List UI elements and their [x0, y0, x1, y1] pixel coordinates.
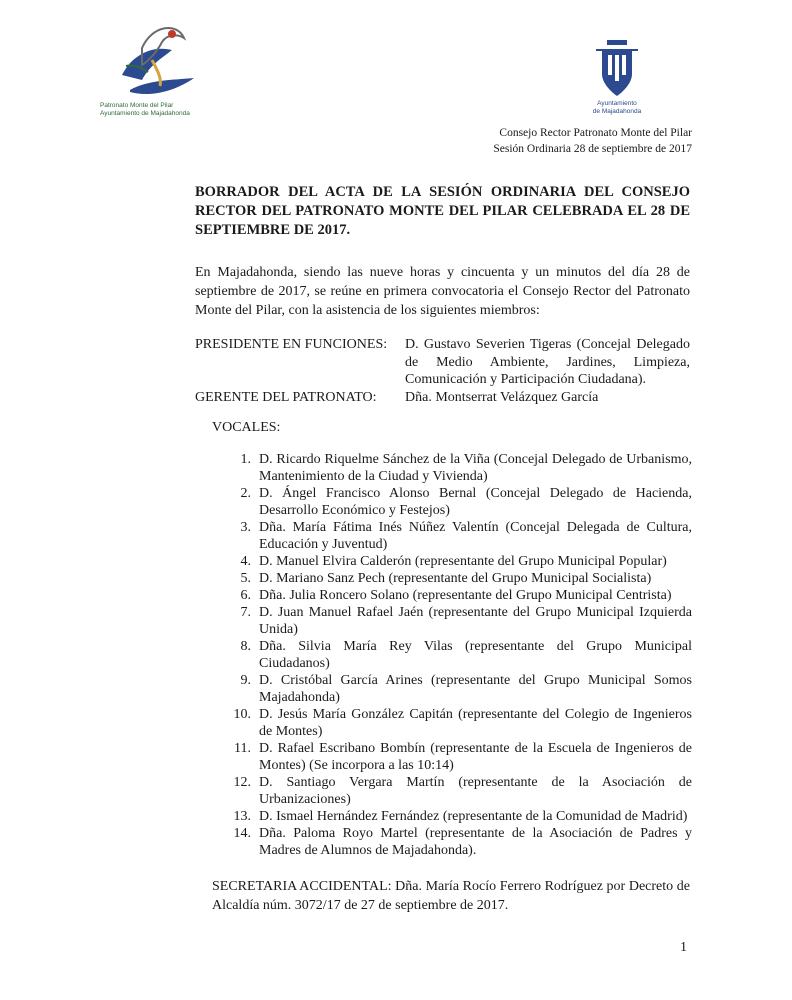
list-item [212, 774, 692, 808]
document-title: BORRADOR DEL ACTA DE LA SESIÓN ORDINARIA DEL CONSEJO RECTOR DEL PATRONATO MONTE DEL PILAR CELEBRADA EL 28 DE SEPTIEMBRE DE 2017. [195, 184, 690, 238]
list-item [212, 587, 692, 604]
page-number: 1 [680, 940, 687, 955]
list-item [212, 672, 692, 706]
bird-emblem-icon [112, 20, 197, 100]
list-item-number: 1. [240, 452, 251, 467]
ayuntamiento-caption-line1: Ayuntamiento [597, 100, 637, 107]
list-item-text: D. Santiago Vergara Martín (representante de la Asociación de Urbanizaciones) [259, 775, 692, 807]
list-item-number: 8. [240, 639, 251, 654]
patronato-logo-caption [100, 102, 210, 118]
list-item-number: 4. [240, 554, 251, 569]
gerente-label: GERENTE DEL PATRONATO: [195, 389, 377, 405]
list-item-text: D. Ismael Hernández Fernández (representante de la Comunidad de Madrid) [259, 809, 688, 824]
list-item [212, 570, 692, 587]
list-item-number: 11. [234, 741, 251, 756]
list-item-text: Dña. María Fátima Inés Núñez Valentín (Concejal Delegada de Cultura, Educación y Juventud) [259, 520, 692, 552]
list-item-number: 12. [233, 775, 251, 790]
list-item [212, 740, 692, 774]
list-item-text: Dña. Julia Roncero Solano (representante del Grupo Municipal Centrista) [259, 588, 672, 603]
list-item-number: 7. [240, 605, 251, 620]
list-item [212, 451, 692, 485]
gerente-value: Dña. Montserrat Velázquez García [405, 389, 599, 405]
list-item-number: 10. [233, 707, 251, 722]
list-item-number: 13. [233, 809, 251, 824]
header-line-1: Consejo Rector Patronato Monte del Pilar [499, 127, 692, 139]
list-item-text: D. Manuel Elvira Calderón (representante del Grupo Municipal Popular) [259, 554, 667, 569]
list-item [212, 519, 692, 553]
presidente-row [195, 336, 695, 389]
gerente-row [195, 389, 695, 407]
list-item-text: Dña. Silvia María Rey Vilas (representante del Grupo Municipal Ciudadanos) [259, 639, 692, 671]
patronato-caption-line1: Patronato Monte del Pilar [100, 102, 174, 109]
list-item-number: 5. [240, 571, 251, 586]
list-item-text: D. Ángel Francisco Alonso Bernal (Concejal Delegado de Hacienda, Desarrollo Económico y Festejos) [259, 486, 692, 518]
list-item [212, 553, 692, 570]
list-item-text: D. Cristóbal García Arines (representante del Grupo Municipal Somos Majadahonda) [259, 673, 692, 705]
list-item [212, 638, 692, 672]
list-item-number: 6. [240, 588, 251, 603]
presidente-value: D. Gustavo Severien Tigeras (Concejal Delegado de Medio Ambiente, Jardines, Limpieza, Comunicación y Participación Ciudadana). [405, 337, 690, 387]
intro-paragraph: En Majadahonda, siendo las nueve horas y cincuenta y un minutos del día 28 de septiembre de 2017, se reúne en primera convocatoria el Consejo Rector del Patronato Monte del Pilar, con la asistencia de los siguientes miembros: [195, 265, 690, 318]
header-line-2: Sesión Ordinaria 28 de septiembre de 2017 [493, 143, 692, 155]
presidente-label: PRESIDENTE EN FUNCIONES: [195, 337, 388, 352]
list-item-text: D. Juan Manuel Rafael Jaén (representante del Grupo Municipal Izquierda Unida) [259, 605, 692, 637]
ayuntamiento-caption-line2: de Majadahonda [592, 108, 642, 115]
list-item-text: Dña. Paloma Royo Martel (representante de la Asociación de Padres y Madres de Alumnos de Majadahonda). [259, 826, 692, 858]
document-header [493, 125, 692, 157]
list-item-text: D. Rafael Escribano Bombín (representante de la Escuela de Ingenieros de Montes) (Se incorpora a las 10:14) [259, 741, 692, 773]
list-item-number: 3. [240, 520, 251, 535]
list-item-number: 14. [233, 826, 251, 841]
list-item [212, 808, 692, 825]
list-item [212, 604, 692, 638]
roles-section [195, 336, 695, 406]
ayuntamiento-logo [582, 40, 642, 120]
secretaria-paragraph: SECRETARIA ACCIDENTAL: Dña. María Rocío Ferrero Rodríguez por Decreto de Alcaldía núm. 3072/17 de 27 de septiembre de 2017. [212, 879, 690, 913]
list-item-number: 9. [240, 673, 251, 688]
patronato-caption-line2: Ayuntamiento de Majadahonda [100, 110, 190, 117]
list-item [212, 706, 692, 740]
list-item-text: D. Jesús María González Capitán (representante del Colegio de Ingenieros de Montes) [259, 707, 692, 739]
vocales-heading: VOCALES: [212, 420, 281, 435]
ayuntamiento-logo-caption [582, 100, 652, 116]
list-item-text: D. Mariano Sanz Pech (representante del Grupo Municipal Socialista) [259, 571, 652, 586]
list-item-number: 2. [240, 486, 251, 501]
vocales-list [212, 451, 692, 859]
list-item [212, 485, 692, 519]
list-item [212, 825, 692, 859]
patronato-logo [100, 20, 210, 120]
list-item-text: D. Ricardo Riquelme Sánchez de la Viña (Concejal Delegado de Urbanismo, Mantenimiento de la Ciudad y Vivienda) [259, 452, 692, 484]
coat-of-arms-icon [594, 40, 640, 98]
